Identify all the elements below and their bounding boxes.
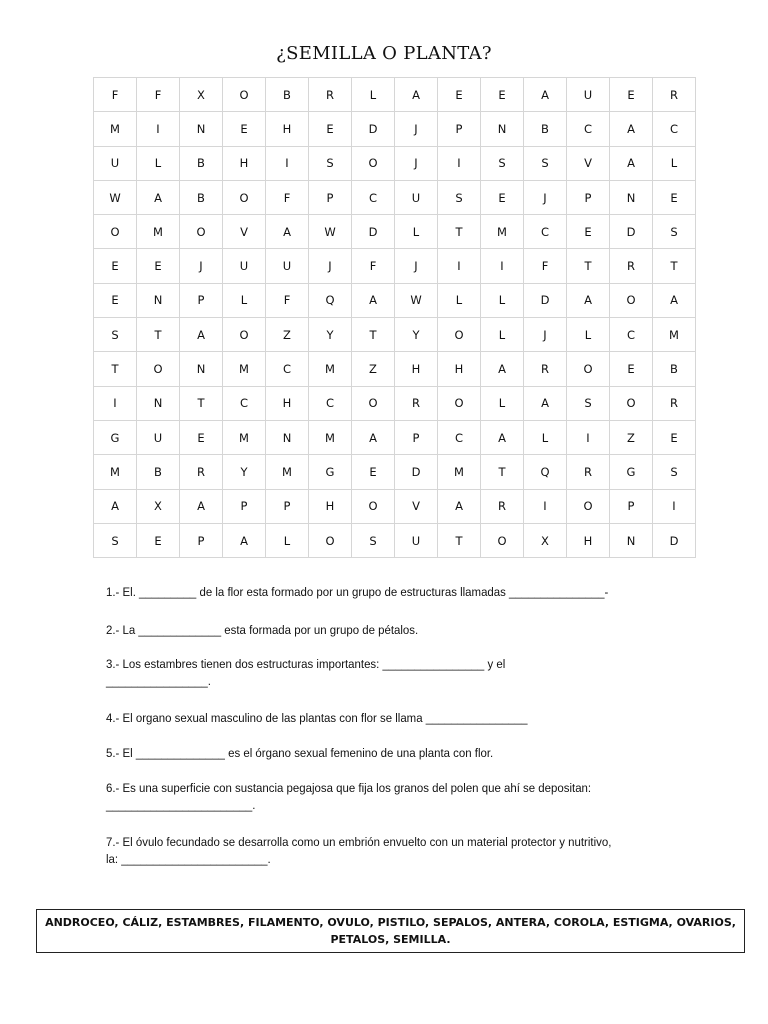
- grid-cell[interactable]: O: [352, 387, 395, 421]
- grid-cell[interactable]: A: [524, 387, 567, 421]
- question-6-line-1: 6.- Es una superficie con sustancia pegajosa que fija los granos del polen que ahí se depositan:: [106, 781, 592, 795]
- grid-cell[interactable]: H: [395, 352, 438, 386]
- grid-cell[interactable]: J: [395, 112, 438, 146]
- grid-cell[interactable]: A: [352, 284, 395, 318]
- grid-cell[interactable]: E: [481, 78, 524, 112]
- grid-cell[interactable]: N: [180, 112, 223, 146]
- grid-cell[interactable]: F: [266, 284, 309, 318]
- grid-cell[interactable]: B: [137, 455, 180, 489]
- grid-cell[interactable]: A: [438, 490, 481, 524]
- grid-cell[interactable]: P: [567, 181, 610, 215]
- grid-cell[interactable]: I: [438, 249, 481, 283]
- grid-cell[interactable]: T: [481, 455, 524, 489]
- grid-cell[interactable]: M: [266, 455, 309, 489]
- grid-cell[interactable]: S: [309, 147, 352, 181]
- grid-cell[interactable]: T: [438, 215, 481, 249]
- question-3-line-2: ________________.: [106, 674, 211, 688]
- grid-cell[interactable]: I: [567, 421, 610, 455]
- grid-cell[interactable]: D: [395, 455, 438, 489]
- grid-cell[interactable]: R: [524, 352, 567, 386]
- grid-cell[interactable]: W: [309, 215, 352, 249]
- grid-cell[interactable]: F: [524, 249, 567, 283]
- grid-cell[interactable]: N: [610, 524, 653, 558]
- grid-cell[interactable]: I: [481, 249, 524, 283]
- grid-cell[interactable]: O: [567, 490, 610, 524]
- grid-cell[interactable]: A: [653, 284, 696, 318]
- grid-cell[interactable]: X: [524, 524, 567, 558]
- question-6: [106, 780, 591, 814]
- grid-cell[interactable]: E: [223, 112, 266, 146]
- grid-cell[interactable]: O: [352, 147, 395, 181]
- grid-cell[interactable]: F: [352, 249, 395, 283]
- grid-cell[interactable]: L: [438, 284, 481, 318]
- grid-cell[interactable]: E: [481, 181, 524, 215]
- word-bank: [36, 909, 745, 953]
- grid-cell[interactable]: L: [481, 318, 524, 352]
- grid-cell[interactable]: O: [223, 318, 266, 352]
- grid-cell[interactable]: I: [524, 490, 567, 524]
- grid-cell[interactable]: L: [567, 318, 610, 352]
- grid-cell[interactable]: U: [94, 147, 137, 181]
- grid-cell[interactable]: I: [653, 490, 696, 524]
- grid-cell[interactable]: V: [223, 215, 266, 249]
- grid-cell[interactable]: O: [352, 490, 395, 524]
- grid-cell[interactable]: S: [481, 147, 524, 181]
- grid-cell[interactable]: L: [223, 284, 266, 318]
- grid-cell[interactable]: Y: [309, 318, 352, 352]
- question-6-line-2: _______________________.: [106, 798, 256, 812]
- grid-cell[interactable]: M: [653, 318, 696, 352]
- grid-cell[interactable]: C: [223, 387, 266, 421]
- grid-cell[interactable]: O: [610, 284, 653, 318]
- grid-cell[interactable]: S: [567, 387, 610, 421]
- grid-cell[interactable]: J: [309, 249, 352, 283]
- grid-cell[interactable]: D: [352, 112, 395, 146]
- grid-cell[interactable]: H: [223, 147, 266, 181]
- grid-cell[interactable]: C: [266, 352, 309, 386]
- grid-cell[interactable]: A: [524, 78, 567, 112]
- grid-cell[interactable]: F: [94, 78, 137, 112]
- grid-cell[interactable]: E: [610, 352, 653, 386]
- grid-cell[interactable]: C: [610, 318, 653, 352]
- grid-cell[interactable]: U: [137, 421, 180, 455]
- grid-cell[interactable]: E: [567, 215, 610, 249]
- grid-cell[interactable]: J: [524, 181, 567, 215]
- grid-cell[interactable]: U: [395, 524, 438, 558]
- grid-cell[interactable]: P: [180, 284, 223, 318]
- grid-cell[interactable]: M: [309, 352, 352, 386]
- grid-cell[interactable]: V: [395, 490, 438, 524]
- grid-cell[interactable]: O: [438, 387, 481, 421]
- grid-cell[interactable]: C: [438, 421, 481, 455]
- grid-cell[interactable]: A: [94, 490, 137, 524]
- grid-cell[interactable]: H: [309, 490, 352, 524]
- grid-cell[interactable]: G: [94, 421, 137, 455]
- question-7-line-1: 7.- El óvulo fecundado se desarrolla como un embrión envuelto con un material protector y nutritivo,: [106, 835, 612, 849]
- grid-cell[interactable]: J: [524, 318, 567, 352]
- grid-cell[interactable]: T: [438, 524, 481, 558]
- grid-cell[interactable]: U: [223, 249, 266, 283]
- grid-cell[interactable]: E: [94, 284, 137, 318]
- grid-cell[interactable]: L: [395, 215, 438, 249]
- grid-cell[interactable]: F: [137, 78, 180, 112]
- grid-cell[interactable]: T: [180, 387, 223, 421]
- grid-cell[interactable]: O: [223, 181, 266, 215]
- grid-cell[interactable]: M: [481, 215, 524, 249]
- grid-cell[interactable]: O: [567, 352, 610, 386]
- grid-cell[interactable]: A: [395, 78, 438, 112]
- question-1: 1.- El. _________ de la flor esta formado por un grupo de estructuras llamadas _______________-: [106, 585, 609, 599]
- grid-cell[interactable]: E: [309, 112, 352, 146]
- grid-cell[interactable]: M: [137, 215, 180, 249]
- grid-cell[interactable]: S: [524, 147, 567, 181]
- grid-cell[interactable]: E: [352, 455, 395, 489]
- grid-cell[interactable]: O: [481, 524, 524, 558]
- page-title: ¿SEMILLA O PLANTA?: [276, 43, 492, 64]
- grid-cell[interactable]: P: [395, 421, 438, 455]
- question-3: [106, 656, 505, 690]
- grid-cell[interactable]: X: [180, 78, 223, 112]
- grid-cell[interactable]: E: [94, 249, 137, 283]
- grid-cell[interactable]: P: [438, 112, 481, 146]
- grid-cell[interactable]: C: [567, 112, 610, 146]
- grid-cell[interactable]: B: [180, 147, 223, 181]
- grid-cell[interactable]: C: [524, 215, 567, 249]
- grid-cell[interactable]: J: [180, 249, 223, 283]
- question-2: 2.- La _____________ esta formada por un grupo de pétalos.: [106, 623, 419, 637]
- grid-cell[interactable]: N: [610, 181, 653, 215]
- grid-cell[interactable]: B: [653, 352, 696, 386]
- question-5: 5.- El ______________ es el órgano sexual femenino de una planta con flor.: [106, 746, 494, 760]
- grid-cell[interactable]: T: [137, 318, 180, 352]
- grid-cell[interactable]: A: [610, 147, 653, 181]
- grid-cell[interactable]: L: [266, 524, 309, 558]
- grid-cell[interactable]: X: [137, 490, 180, 524]
- grid-cell[interactable]: I: [137, 112, 180, 146]
- question-7: [106, 834, 611, 868]
- grid-cell[interactable]: D: [524, 284, 567, 318]
- grid-cell[interactable]: G: [309, 455, 352, 489]
- grid-cell[interactable]: M: [223, 352, 266, 386]
- grid-cell[interactable]: N: [180, 352, 223, 386]
- grid-cell[interactable]: S: [653, 215, 696, 249]
- grid-cell[interactable]: W: [94, 181, 137, 215]
- grid-cell[interactable]: R: [309, 78, 352, 112]
- grid-cell[interactable]: N: [137, 387, 180, 421]
- grid-cell[interactable]: O: [309, 524, 352, 558]
- grid-cell[interactable]: E: [653, 181, 696, 215]
- grid-cell[interactable]: A: [137, 181, 180, 215]
- grid-cell[interactable]: E: [180, 421, 223, 455]
- grid-cell[interactable]: U: [395, 181, 438, 215]
- grid-cell[interactable]: P: [610, 490, 653, 524]
- grid-cell[interactable]: A: [266, 215, 309, 249]
- grid-cell[interactable]: D: [352, 215, 395, 249]
- grid-cell[interactable]: E: [653, 421, 696, 455]
- grid-cell[interactable]: O: [438, 318, 481, 352]
- grid-cell[interactable]: C: [352, 181, 395, 215]
- grid-cell[interactable]: O: [94, 215, 137, 249]
- grid-cell[interactable]: R: [567, 455, 610, 489]
- grid-cell[interactable]: W: [395, 284, 438, 318]
- grid-cell[interactable]: O: [137, 352, 180, 386]
- grid-cell[interactable]: S: [352, 524, 395, 558]
- grid-cell[interactable]: M: [94, 455, 137, 489]
- question-7-line-2: la: _______________________.: [106, 852, 271, 866]
- grid-cell[interactable]: N: [137, 284, 180, 318]
- grid-cell[interactable]: Y: [395, 318, 438, 352]
- grid-cell[interactable]: O: [610, 387, 653, 421]
- grid-cell[interactable]: I: [266, 147, 309, 181]
- grid-cell[interactable]: N: [266, 421, 309, 455]
- grid-cell[interactable]: R: [653, 78, 696, 112]
- grid-cell[interactable]: T: [567, 249, 610, 283]
- grid-cell[interactable]: M: [438, 455, 481, 489]
- grid-cell[interactable]: R: [395, 387, 438, 421]
- grid-cell[interactable]: G: [610, 455, 653, 489]
- grid-cell[interactable]: A: [610, 112, 653, 146]
- grid-cell[interactable]: A: [223, 524, 266, 558]
- grid-cell[interactable]: L: [352, 78, 395, 112]
- grid-cell[interactable]: Y: [223, 455, 266, 489]
- grid-cell[interactable]: L: [481, 284, 524, 318]
- grid-cell[interactable]: A: [567, 284, 610, 318]
- grid-cell[interactable]: R: [481, 490, 524, 524]
- grid-cell[interactable]: R: [610, 249, 653, 283]
- grid-cell[interactable]: E: [610, 78, 653, 112]
- grid-cell[interactable]: J: [395, 249, 438, 283]
- grid-cell[interactable]: L: [137, 147, 180, 181]
- grid-cell[interactable]: S: [94, 524, 137, 558]
- grid-cell[interactable]: P: [266, 490, 309, 524]
- word-bank-text: ANDROCEO, CÁLIZ, ESTAMBRES, FILAMENTO, OVULO, PISTILO, SEPALOS, ANTERA, COROLA, ESTIGMA, OVARIOS, PETALOS, SEMILLA.: [45, 916, 736, 946]
- grid-cell[interactable]: I: [438, 147, 481, 181]
- grid-cell[interactable]: T: [653, 249, 696, 283]
- grid-cell[interactable]: S: [94, 318, 137, 352]
- grid-cell[interactable]: J: [395, 147, 438, 181]
- grid-cell[interactable]: A: [481, 352, 524, 386]
- grid-cell[interactable]: U: [567, 78, 610, 112]
- grid-cell[interactable]: L: [524, 421, 567, 455]
- grid-cell[interactable]: P: [223, 490, 266, 524]
- grid-cell[interactable]: E: [137, 524, 180, 558]
- grid-cell[interactable]: C: [653, 112, 696, 146]
- grid-cell[interactable]: A: [481, 421, 524, 455]
- grid-cell[interactable]: T: [352, 318, 395, 352]
- grid-cell[interactable]: I: [94, 387, 137, 421]
- grid-cell[interactable]: P: [309, 181, 352, 215]
- grid-cell[interactable]: L: [481, 387, 524, 421]
- grid-cell[interactable]: H: [567, 524, 610, 558]
- grid-cell[interactable]: M: [309, 421, 352, 455]
- question-3-line-1: 3.- Los estambres tienen dos estructuras importantes: ________________ y el: [106, 657, 506, 671]
- grid-cell[interactable]: V: [567, 147, 610, 181]
- question-4: 4.- El organo sexual masculino de las plantas con flor se llama ________________: [106, 711, 528, 725]
- grid-cell[interactable]: D: [653, 524, 696, 558]
- grid-cell[interactable]: L: [653, 147, 696, 181]
- grid-cell[interactable]: E: [137, 249, 180, 283]
- grid-cell[interactable]: Q: [524, 455, 567, 489]
- grid-cell[interactable]: Z: [266, 318, 309, 352]
- grid-cell[interactable]: A: [352, 421, 395, 455]
- grid-cell[interactable]: H: [266, 112, 309, 146]
- grid-cell[interactable]: U: [266, 249, 309, 283]
- grid-cell[interactable]: A: [180, 318, 223, 352]
- grid-cell[interactable]: N: [481, 112, 524, 146]
- grid-cell[interactable]: B: [180, 181, 223, 215]
- word-search-grid: [93, 77, 696, 558]
- grid-cell[interactable]: E: [438, 78, 481, 112]
- grid-cell[interactable]: R: [653, 387, 696, 421]
- grid-cell[interactable]: O: [223, 78, 266, 112]
- grid-cell[interactable]: O: [180, 215, 223, 249]
- grid-cell[interactable]: S: [438, 181, 481, 215]
- grid-cell[interactable]: T: [94, 352, 137, 386]
- grid-cell[interactable]: C: [309, 387, 352, 421]
- grid-cell[interactable]: A: [180, 490, 223, 524]
- grid-cell[interactable]: Z: [610, 421, 653, 455]
- grid-cell[interactable]: Z: [352, 352, 395, 386]
- grid-cell[interactable]: R: [180, 455, 223, 489]
- grid-cell[interactable]: H: [266, 387, 309, 421]
- grid-cell[interactable]: B: [524, 112, 567, 146]
- grid-cell[interactable]: S: [653, 455, 696, 489]
- grid-cell[interactable]: F: [266, 181, 309, 215]
- grid-cell[interactable]: M: [94, 112, 137, 146]
- grid-cell[interactable]: Q: [309, 284, 352, 318]
- grid-cell[interactable]: H: [438, 352, 481, 386]
- grid-cell[interactable]: M: [223, 421, 266, 455]
- grid-cell[interactable]: B: [266, 78, 309, 112]
- grid-cell[interactable]: D: [610, 215, 653, 249]
- grid-cell[interactable]: P: [180, 524, 223, 558]
